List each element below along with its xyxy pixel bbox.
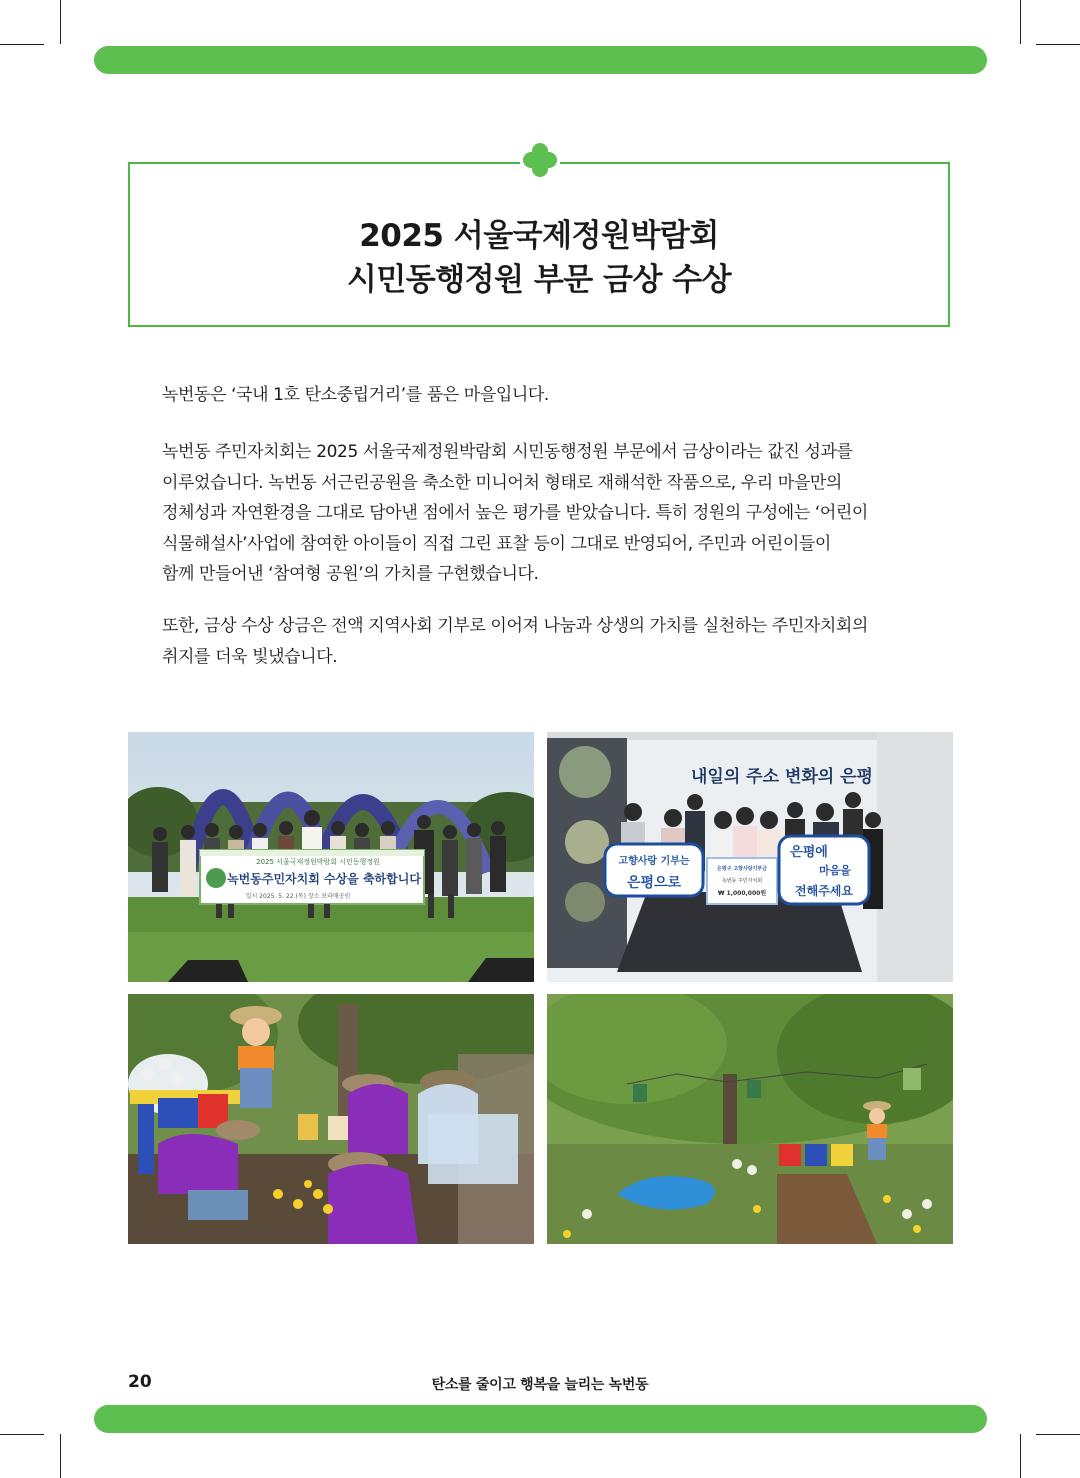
text-line: 이루었습니다. 녹번동 서근린공원을 축소한 미니어처 형태로 재해석한 작품으로, 우리 마을만의 [162,472,842,493]
text-line: 식물해설사’사업에 참여한 아이들이 직접 그린 표찰 등이 그대로 반영되어, 주민과 어린이들이 [162,533,831,554]
text-line: 녹번동 주민자치회는 2025 서울국제정원박람회 시민동행정원 부문에서 금상이라는 값진 성과를 [162,442,853,462]
top-green-bar [94,46,987,74]
wall-slogan: 내일의 주소 변화의 은평 [691,767,873,787]
photo-finished-garden [547,994,953,1244]
crop-mark [1020,0,1021,44]
photo-donation-ceremony [547,732,953,982]
sign-right-line3: 전해주세요 [795,884,853,898]
intro-text [162,380,942,411]
crop-mark [60,1434,61,1478]
text-line: 함께 만들어낸 ‘참여형 공원’의 가치를 구현했습니다. [162,564,539,584]
sign-left-line1: 고향사랑 기부는 [618,856,690,867]
intro-paragraph: 녹번동은 ‘국내 1호 탄소중립거리’를 품은 마을입니다. [162,385,549,405]
photo-volunteers-planting [128,994,534,1244]
crop-mark [0,1434,44,1435]
bottom-green-bar [94,1405,987,1433]
sign-center-title: 은평구 고향사랑기부금 [716,866,768,872]
sign-right-line2: 마음을 [819,864,851,877]
clover-icon [520,140,560,180]
page-title [128,214,950,302]
title-line-2: 시민동행정원 부문 금상 수상 [346,262,732,298]
title-line-1: 2025 서울국제정원박람회 [359,218,719,254]
crop-mark [60,0,61,44]
sign-right-line1: 은평에 [790,845,828,860]
crop-mark [0,44,44,45]
paragraph-3 [162,611,942,672]
crop-mark [1036,1434,1080,1435]
sign-center-amount: ₩ 1,000,000원 [717,890,767,897]
banner-main-text: 녹번동주민자치회 수상을 축하합니다 [227,872,421,886]
page-number: 20 [128,1372,152,1392]
photo-award-ceremony [128,732,534,982]
banner-bottom-text: 일시 2025. 5. 22.(목) 장소 보라매공원 [245,893,351,900]
text-line: 또한, 금상 수상 상금은 전액 지역사회 기부로 이어져 나눔과 상생의 가치를 실천하는 주민자치회의 [162,616,868,636]
banner-top-text: 2025 서울국제정원박람회 시민동행정원 [256,858,380,866]
footer-title: 탄소를 줄이고 행복을 늘리는 녹번동 [431,1377,649,1393]
paragraph-2 [162,437,942,590]
text-line: 취지를 더욱 빛냈습니다. [162,646,338,667]
text-line: 정체성과 자연환경을 그대로 담아낸 점에서 높은 평가를 받았습니다. 특히 정원의 구성에는 ‘어린이 [162,503,868,523]
sign-center-sub: 녹번동 주민자치회 [721,878,763,884]
sign-left-line2: 은평으로 [626,875,682,891]
crop-mark [1020,1434,1021,1478]
crop-mark [1036,44,1080,45]
